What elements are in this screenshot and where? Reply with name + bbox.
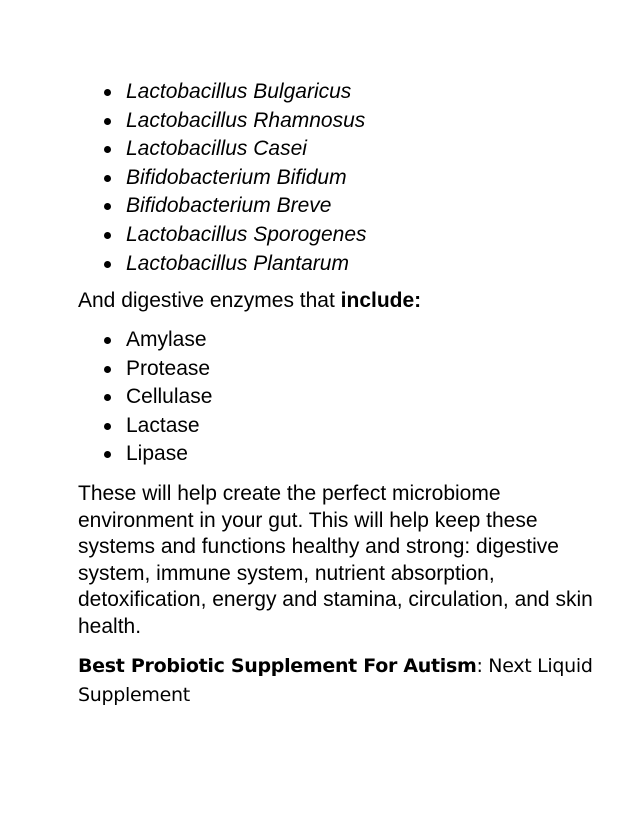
benefits-paragraph: These will help create the perfect microbiome environment in your gut. This will help keep these systems and functions healthy and strong: digestive system, immune system, nutrient absorption, detoxification, energy and stamina, circulation, and skin health. [78, 482, 593, 638]
list-item: Amylase [0, 326, 638, 355]
bullet-icon [104, 394, 111, 401]
bullet-icon [104, 423, 111, 430]
bullet-icon [104, 203, 111, 210]
list-item: Lactobacillus Sporogenes [0, 221, 638, 250]
list-item: Lactobacillus Bulgaricus [0, 78, 638, 107]
bullet-icon [104, 118, 111, 125]
section-heading [78, 652, 598, 710]
enzymes-intro-text: And digestive enzymes that [78, 289, 341, 312]
list-item: Lactobacillus Plantarum [0, 250, 638, 279]
bullet-icon [104, 89, 111, 96]
list-item: Lactase [0, 412, 638, 441]
enzymes-intro-bold: include: [340, 289, 422, 312]
bullet-icon [104, 175, 111, 182]
list-item: Lipase [0, 440, 638, 469]
list-item: Lactobacillus Casei [0, 135, 638, 164]
bullet-icon [104, 337, 111, 344]
bacteria-list [0, 78, 638, 278]
list-item: Protease [0, 355, 638, 384]
enzymes-list [0, 326, 638, 469]
list-item: Lactobacillus Rhamnosus [0, 107, 638, 136]
bullet-icon [104, 146, 111, 153]
section-heading-rest: : Next Liquid Supplement [78, 655, 593, 706]
bullet-icon [104, 261, 111, 268]
bullet-icon [104, 232, 111, 239]
bullet-icon [104, 366, 111, 373]
section-heading-bold: Best Probiotic Supplement For Autism [78, 655, 477, 677]
list-item: Bifidobacterium Bifidum [0, 164, 638, 193]
list-item: Cellulase [0, 383, 638, 412]
enzymes-intro [78, 288, 598, 315]
bullet-icon [104, 451, 111, 458]
list-item: Bifidobacterium Breve [0, 192, 638, 221]
